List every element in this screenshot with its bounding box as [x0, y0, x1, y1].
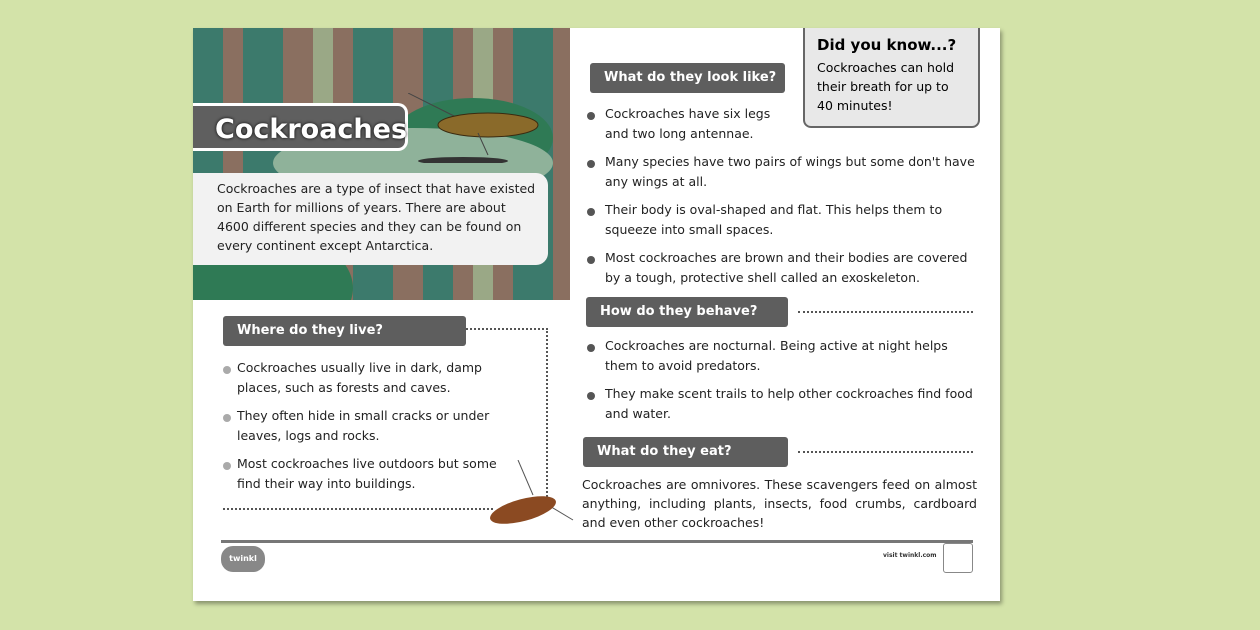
page-title: Cockroaches	[193, 103, 408, 151]
eat-heading: What do they eat?	[583, 437, 788, 467]
footer-url[interactable]: visit twinkl.com	[883, 552, 937, 559]
list-item: Cockroaches are nocturnal. Being active at night helps them to avoid predators.	[585, 336, 980, 376]
list-item: Many species have two pairs of wings but some don't have any wings at all.	[585, 152, 980, 192]
footer-rule	[221, 540, 973, 543]
cockroach-illustration	[488, 460, 578, 530]
divider	[798, 451, 973, 453]
cockroach-illustration	[408, 93, 548, 163]
list-item: They make scent trails to help other cockroaches find food and water.	[585, 384, 980, 424]
list-item: Cockroaches have six legs and two long antennae.	[585, 104, 775, 144]
did-you-know-heading: Did you know...?	[817, 36, 957, 54]
live-heading: Where do they live?	[223, 316, 466, 346]
list-item: Their body is oval-shaped and flat. This helps them to squeeze into small spaces.	[585, 200, 980, 240]
divider	[798, 311, 973, 313]
eat-text: Cockroaches are omnivores. These scavengers feed on almost anything, including plants, insects, food crumbs, cardboard and even other cockroaches!	[582, 477, 977, 530]
did-you-know-text: Cockroaches can hold their breath for up to 40 minutes!	[817, 60, 955, 113]
divider	[223, 508, 493, 510]
behave-list	[585, 336, 980, 432]
behave-heading: How do they behave?	[586, 297, 788, 327]
intro-text: Cockroaches are a type of insect that have existed on Earth for millions of years. There are about 4600 different species and they can be found on every continent except Antarctica.	[193, 173, 548, 265]
twinkl-logo: twinkl	[221, 546, 265, 572]
list-item: Most cockroaches are brown and their bodies are covered by a tough, protective shell called an exoskeleton.	[585, 248, 980, 288]
list-item: Most cockroaches live outdoors but some find their way into buildings.	[221, 454, 511, 494]
badge-icon	[943, 543, 973, 573]
look-list	[585, 104, 980, 296]
list-item: Cockroaches usually live in dark, damp places, such as forests and caves.	[221, 358, 511, 398]
list-item: They often hide in small cracks or under leaves, logs and rocks.	[221, 406, 511, 446]
look-heading: What do they look like?	[590, 63, 785, 93]
fact-sheet	[193, 28, 1000, 601]
live-list	[221, 358, 511, 502]
